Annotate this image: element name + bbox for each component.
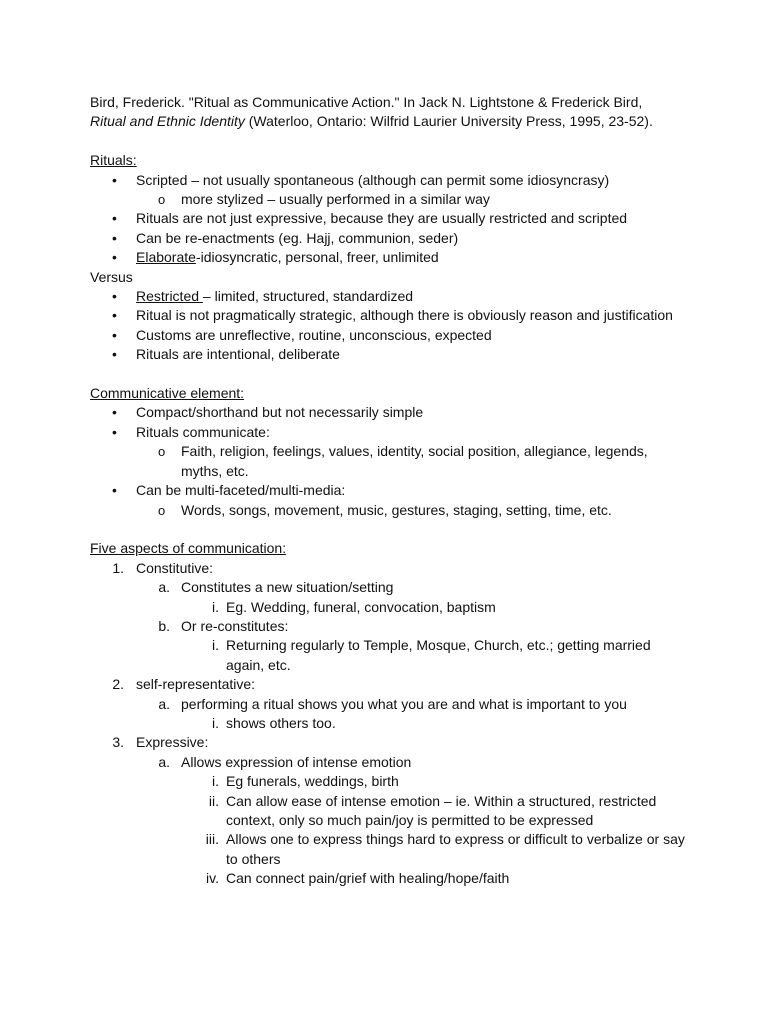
list-item: b. Or re-constitutes: xyxy=(90,617,690,636)
citation-line-1: Bird, Frederick. "Ritual as Communicative Action." In Jack N. Lightstone & Frederick Bird, xyxy=(90,94,643,110)
list-marker: i. xyxy=(212,773,219,790)
list-item: • Restricted – limited, structured, standardized xyxy=(90,287,690,306)
list-item: ii. Can allow ease of intense emotion – ie. Within a structured, restricted context, only so much pain/joy is permitted to be expressed xyxy=(90,792,690,831)
communicative-heading: Communicative element: xyxy=(90,385,245,402)
bullet-icon: • xyxy=(112,229,117,246)
bullet-icon: • xyxy=(112,171,117,188)
list-marker: iii. xyxy=(205,831,219,848)
bullet-icon: • xyxy=(112,326,117,343)
bullet-icon: • xyxy=(112,249,117,266)
five-aspects-heading: Five aspects of communication: xyxy=(90,540,287,557)
versus-list xyxy=(90,287,690,365)
list-item: • Can be re-enactments (eg. Hajj, communion, seder) xyxy=(90,229,690,248)
list-marker: a. xyxy=(158,753,170,770)
list-item: iv. Can connect pain/grief with healing/hope/faith xyxy=(90,869,690,888)
list-item: 3. Expressive: xyxy=(90,733,690,752)
document-body xyxy=(90,93,690,889)
bullet-icon: • xyxy=(112,346,117,363)
list-item: a. Constitutes a new situation/setting xyxy=(90,578,690,597)
list-item: o more stylized – usually performed in a similar way xyxy=(90,190,690,209)
list-marker: 2. xyxy=(112,676,124,693)
list-item: • Customs are unreflective, routine, unconscious, expected xyxy=(90,326,690,345)
list-item: • Rituals communicate: xyxy=(90,423,690,442)
list-marker: 1. xyxy=(112,559,124,576)
list-marker: b. xyxy=(158,617,170,634)
list-marker: iv. xyxy=(206,870,219,887)
bullet-icon: • xyxy=(112,482,117,499)
list-item: • Can be multi-faceted/multi-media: xyxy=(90,481,690,500)
list-item: • Compact/shorthand but not necessarily simple xyxy=(90,403,690,422)
list-item: iii. Allows one to express things hard to express or difficult to verbalize or say to others xyxy=(90,830,690,869)
versus-label: Versus xyxy=(90,268,133,285)
bullet-icon: • xyxy=(112,423,117,440)
circle-bullet-icon: o xyxy=(158,502,166,518)
bullet-icon: • xyxy=(112,210,117,227)
list-item: • Rituals are not just expressive, because they are usually restricted and scripted xyxy=(90,209,690,228)
five-aspects-list xyxy=(90,559,690,889)
restricted-term: Restricted xyxy=(136,288,203,305)
rituals-list xyxy=(90,171,690,268)
list-item: • Ritual is not pragmatically strategic, although there is obviously reason and justification xyxy=(90,306,690,325)
list-marker: ii. xyxy=(208,792,219,809)
citation xyxy=(90,93,690,132)
list-item: i. Returning regularly to Temple, Mosque, Church, etc.; getting married again, etc. xyxy=(90,636,690,675)
citation-publication: (Waterloo, Ontario: Wilfrid Laurier University Press, 1995, 23-52). xyxy=(244,113,653,130)
list-item: o Faith, religion, feelings, values, identity, social position, allegiance, legends, myths, etc. xyxy=(158,443,648,479)
list-item: i. Eg. Wedding, funeral, convocation, baptism xyxy=(90,598,690,617)
list-item: • Scripted – not usually spontaneous (although can permit some idiosyncrasy) xyxy=(90,171,690,190)
bullet-icon: • xyxy=(112,307,117,324)
book-title: Ritual and Ethnic Identity xyxy=(90,113,245,130)
list-marker: a. xyxy=(158,695,170,712)
bullet-icon: • xyxy=(112,404,117,421)
circle-bullet-icon: o xyxy=(158,192,166,208)
circle-bullet-icon: o xyxy=(158,444,166,460)
list-item: o Words, songs, movement, music, gestures, staging, setting, time, etc. xyxy=(90,501,690,520)
list-marker: i. xyxy=(212,598,219,615)
rituals-heading: Rituals: xyxy=(90,152,137,169)
list-item: • Elaborate-idiosyncratic, personal, freer, unlimited xyxy=(90,248,690,267)
list-marker: a. xyxy=(158,579,170,596)
list-marker: i. xyxy=(212,637,219,654)
list-item: a. performing a ritual shows you what you are and what is important to you xyxy=(90,695,690,714)
list-item: 2. self-representative: xyxy=(90,675,690,694)
list-item: 1. Constitutive: xyxy=(90,559,690,578)
list-item: i. Eg funerals, weddings, birth xyxy=(90,772,690,791)
list-item: • Rituals are intentional, deliberate xyxy=(90,345,690,364)
list-marker: i. xyxy=(212,714,219,731)
communicative-list xyxy=(90,403,690,519)
bullet-icon: • xyxy=(112,288,117,305)
list-marker: 3. xyxy=(112,734,124,751)
elaborate-term: Elaborate xyxy=(136,249,196,266)
list-item: a. Allows expression of intense emotion xyxy=(90,753,690,772)
list-item: i. shows others too. xyxy=(90,714,690,733)
